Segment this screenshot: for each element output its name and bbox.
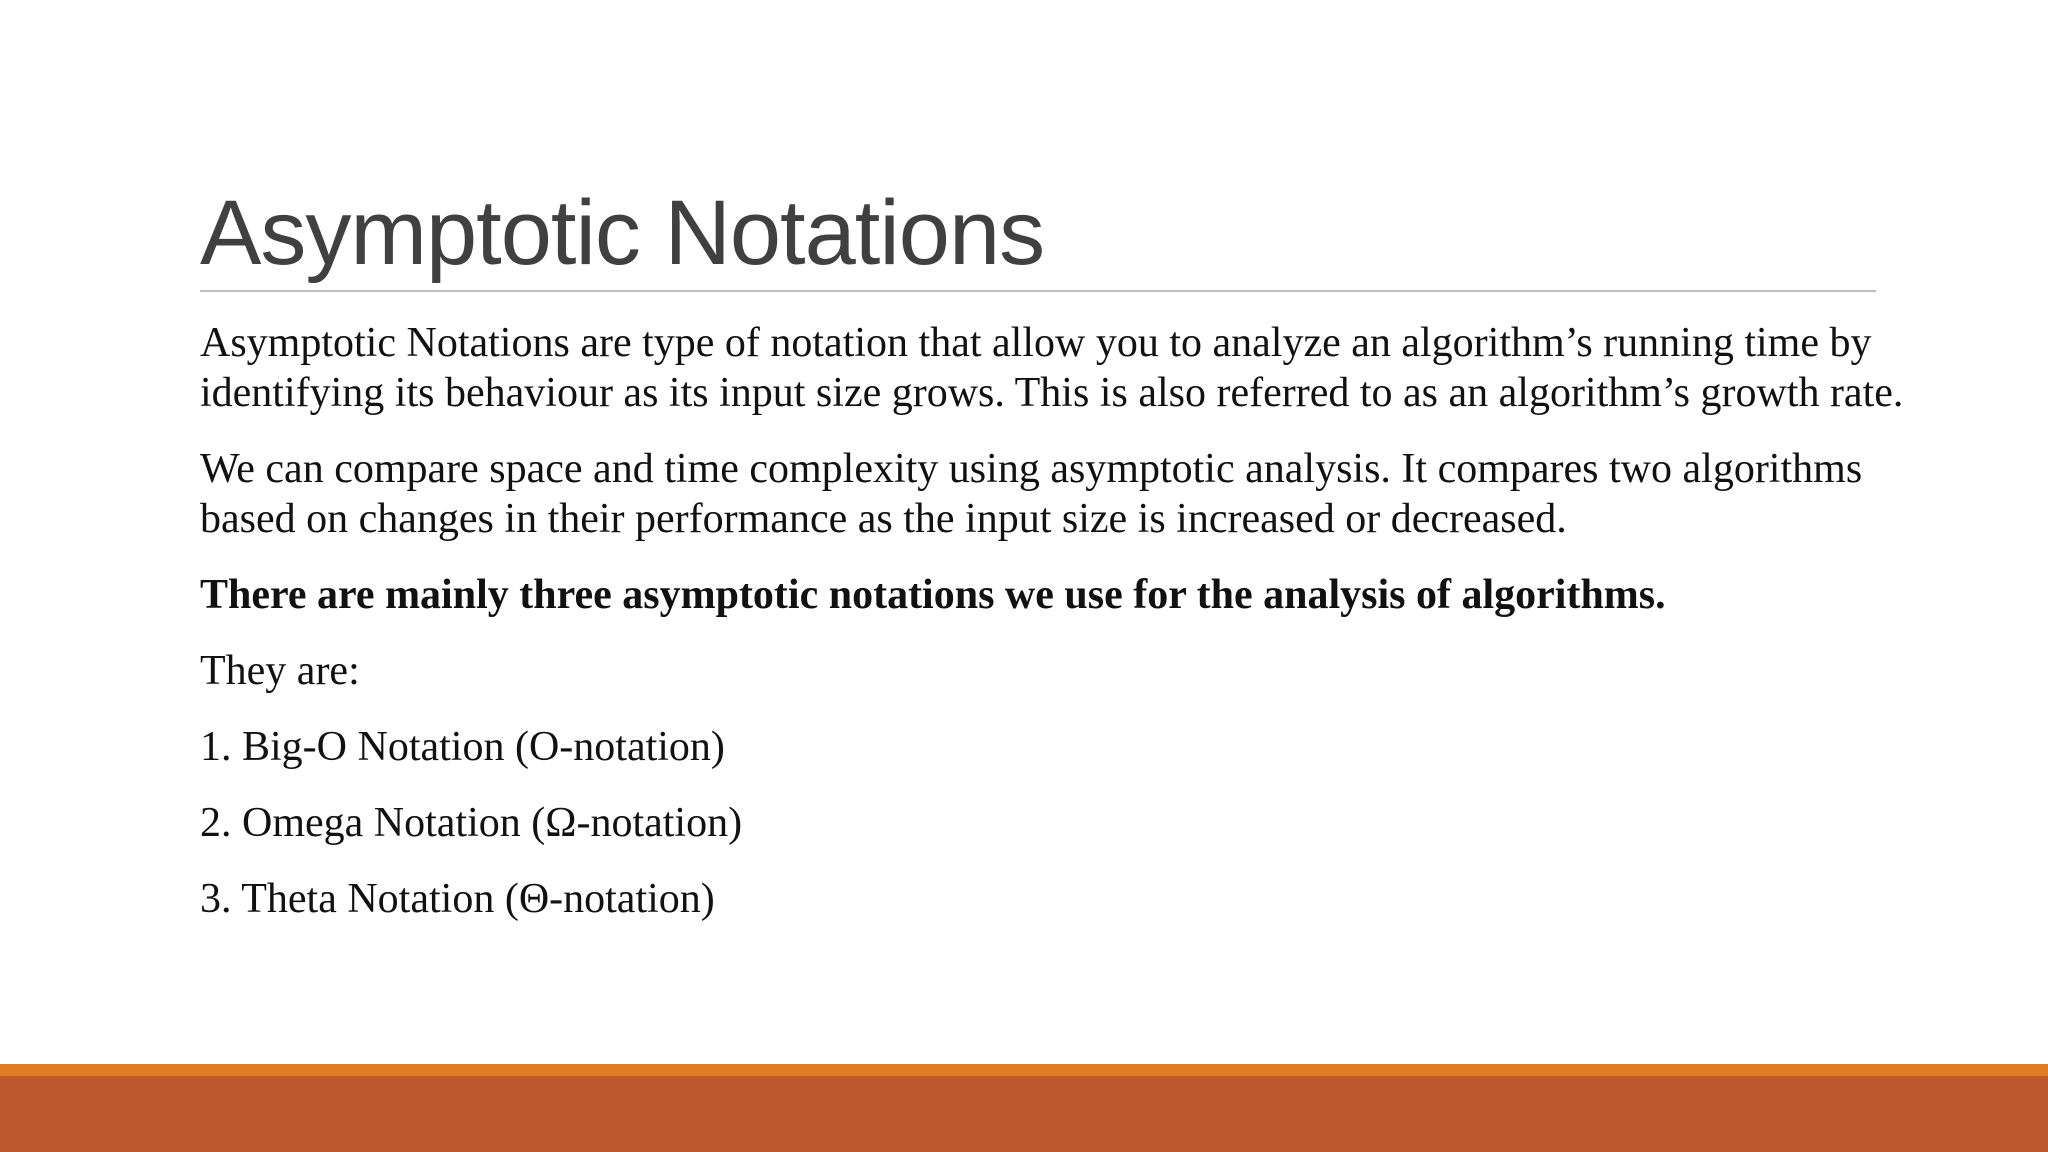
list-item-omega: 2. Omega Notation (Ω-notation) bbox=[200, 800, 743, 846]
list-item-theta: 3. Theta Notation (Θ-notation) bbox=[200, 876, 715, 922]
title-divider bbox=[200, 290, 1876, 292]
paragraph-emphasis: There are mainly three asymptotic notations we use for the analysis of algorithms. bbox=[200, 572, 1666, 618]
slide-body bbox=[200, 318, 1920, 950]
paragraph-definition: Asymptotic Notations are type of notation that allow you to analyze an algorithm’s running time by identifying its behaviour as its input size grows. This is also referred to as an algorithm’s growth rate. bbox=[200, 320, 1904, 416]
footer-accent-band-thin bbox=[0, 1064, 2048, 1076]
footer-accent-band-thick bbox=[0, 1076, 2048, 1152]
paragraph-intro-list: They are: bbox=[200, 648, 360, 694]
paragraph-comparison: We can compare space and time complexity using asymptotic analysis. It compares two algorithms based on changes in their performance as the input size is increased or decreased. bbox=[200, 446, 1863, 542]
slide-title: Asymptotic Notations bbox=[200, 182, 1045, 284]
list-item-big-o: 1. Big-O Notation (O-notation) bbox=[200, 724, 725, 770]
